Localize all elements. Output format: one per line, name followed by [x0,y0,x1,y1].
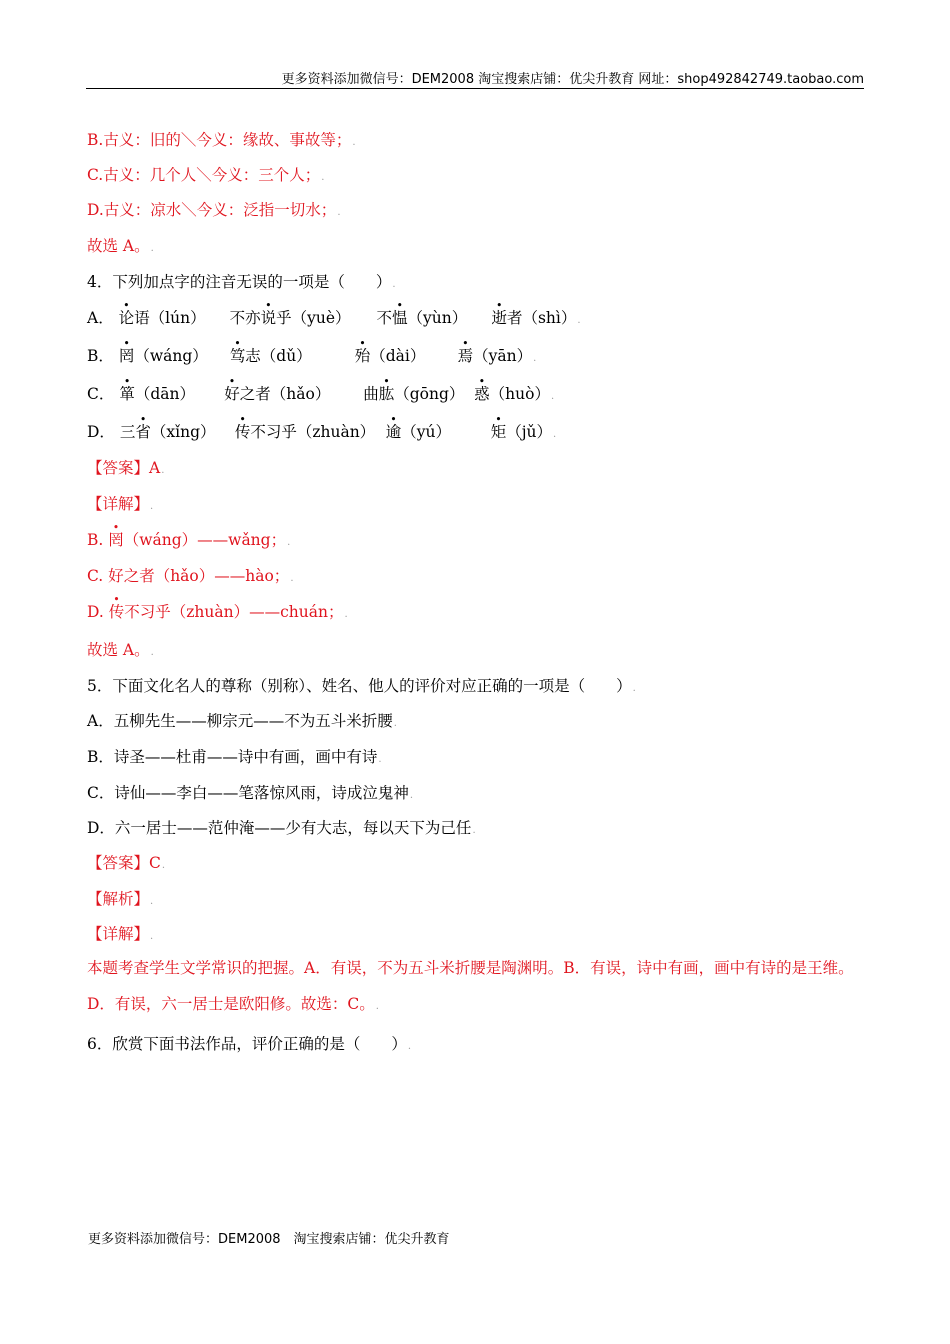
q4-detail-b: B. • 罔（wáng）——wǎng；. [87,521,291,549]
q5-detail-text: 本题考查学生文学常识的把握。A．有误，不为五斗米折腰是陶渊明。B．有误，诗中有画，画中有诗的是王维。D．有误，六一居士是欧阳修。故选：C。. [87,959,854,1013]
q5-option-d: D．六一居士——范仲淹——少有大志，每以天下为己任. [87,819,476,837]
q6-stem: 6．欣赏下面书法作品，评价正确的是（ ）. [87,1035,412,1053]
q4-option-d: D． 三 • 省（xǐng） • 传不习乎（zhuàn） • 逾（yú） • 矩（jǔ）. [87,413,557,441]
q5-option-a: A．五柳先生——柳宗元——不为五斗米折腰. [87,712,397,730]
q4-option-b: B． • 罔（wáng） • 笃志（dǔ） • 殆（dài） • 焉（yān）. [87,337,537,365]
q5-answer: 【答案】C. [87,854,166,872]
q5-option-c: C．诗仙——李白——笔落惊风雨，诗成泣鬼神. [87,784,414,802]
q4-stem: 4．下列加点字的注音无误的一项是（ ）. [87,273,396,291]
q4-detail-d: D. • 传不习乎（zhuàn）——chuán；. [87,593,348,621]
q4-option-a: A． • 论语（lún） 不亦 • 说乎（yuè） 不 • 愠（yùn） • 逝者（shì）. [87,299,581,327]
q5-detail-label: 【详解】. [87,925,154,943]
q4-detail-c: C. 好之者（hǎo）——hào；. [87,567,294,585]
page-footer: 更多资料添加微信号：DEM2008 淘宝搜索店铺：优尖升教育 [88,1232,450,1247]
prev-choose: 故选 A。. [87,237,154,255]
page-header: 更多资料添加微信号：DEM2008 淘宝搜索店铺：优尖升教育 网址：shop492842749.taobao.com [281,72,864,87]
prev-detail-c: C.古义：几个人＼今义：三个人；. [87,166,325,184]
q5-stem: 5．下面文化名人的尊称（别称）、姓名、他人的评价对应正确的一项是（ ）. [87,677,636,695]
q4-detail-label: 【详解】. [87,495,154,513]
prev-detail-d: D.古义：凉水＼今义：泛指一切水；. [87,201,341,219]
q4-choose: 故选 A。. [87,641,154,659]
q5-analysis-label: 【解析】. [87,890,154,908]
header-rule [86,88,864,89]
q4-answer: 【答案】A. [87,459,165,477]
q4-option-c: C． • 箪（dān） • 好之者（hǎo） 曲 • 肱（gōng） • 惑（huò）. [87,375,555,403]
prev-detail-b: B.古义：旧的＼今义：缘故、事故等；. [87,131,356,149]
q5-option-b: B．诗圣——杜甫——诗中有画，画中有诗. [87,748,382,766]
